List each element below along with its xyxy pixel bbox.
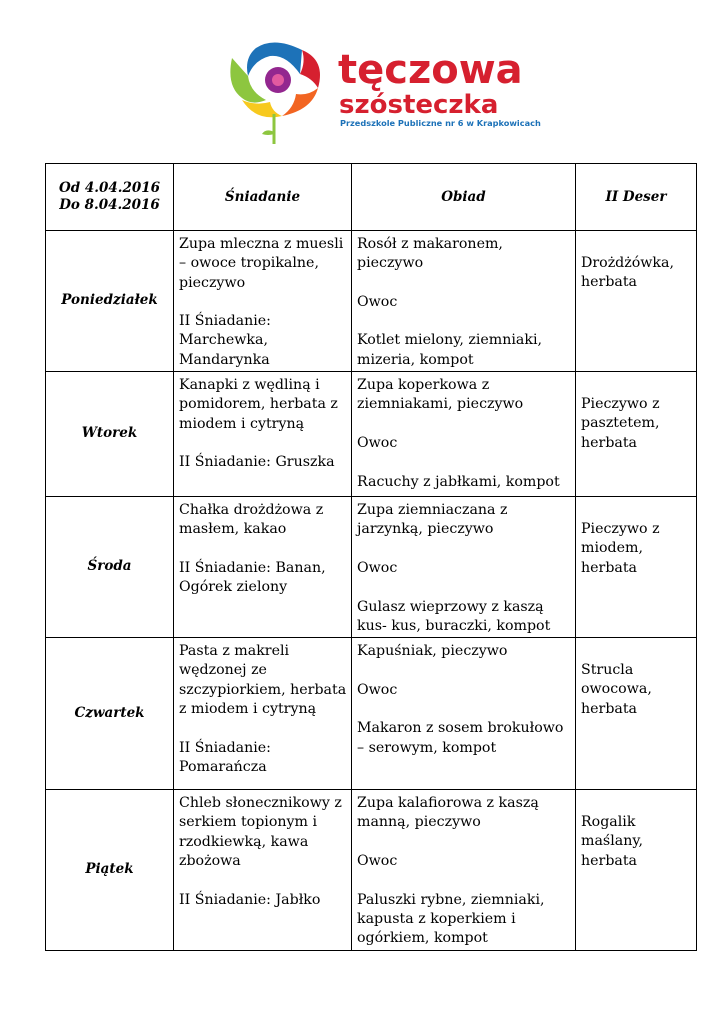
day-name: Środa <box>46 497 174 638</box>
day-name: Wtorek <box>46 372 174 497</box>
day-name: Czwartek <box>46 638 174 790</box>
dinner-header: Obiad <box>352 164 576 231</box>
header-row <box>46 164 697 231</box>
dessert-cell: Pieczywo z pasztetem, herbata <box>576 372 697 497</box>
logo-subtitle: Przedszkole Publiczne nr 6 w Krapkowicach <box>340 118 541 128</box>
dessert-cell: Pieczywo z miodem, herbata <box>576 497 697 638</box>
logo-title-line1: tęczowa <box>338 47 523 93</box>
breakfast-cell: Chleb słonecznikowy z serkiem topionym i rzodkiewką, kawa zbożowa II Śniadanie: Jabłko <box>174 790 352 950</box>
table-row <box>46 638 697 790</box>
dessert-cell: Rogalik maślany, herbata <box>576 790 697 950</box>
breakfast-cell: Pasta z makreli wędzonej ze szczypiorkiem, herbata z miodem i cytryną II Śniadanie: Pomarańcza <box>174 638 352 790</box>
table-row <box>46 231 697 372</box>
dinner-cell: Rosół z makaronem, pieczywo Owoc Kotlet mielony, ziemniaki, mizeria, kompot <box>352 231 576 372</box>
table-row <box>46 372 697 497</box>
dessert-header: II Deser <box>576 164 697 231</box>
logo-title-line2: szósteczka <box>339 90 499 120</box>
dessert-cell: Strucla owocowa, herbata <box>576 638 697 790</box>
date-to: Do 8.04.2016 <box>59 197 160 213</box>
breakfast-cell: Zupa mleczna z muesli – owoce tropikalne, pieczywo II Śniadanie: Marchewka, Mandarynka <box>174 231 352 372</box>
breakfast-cell: Kanapki z wędliną i pomidorem, herbata z miodem i cytryną II Śniadanie: Gruszka <box>174 372 352 497</box>
rainbow-pinwheel-icon <box>222 36 334 148</box>
breakfast-cell: Chałka drożdżowa z masłem, kakao II Śniadanie: Banan, Ogórek zielony <box>174 497 352 638</box>
day-name: Piątek <box>46 790 174 950</box>
date-from: Od 4.04.2016 <box>58 180 161 196</box>
dinner-cell: Zupa koperkowa z ziemniakami, pieczywo Owoc Racuchy z jabłkami, kompot <box>352 372 576 497</box>
table-row <box>46 497 697 638</box>
dinner-cell: Kapuśniak, pieczywo Owoc Makaron z sosem brokułowo – serowym, kompot <box>352 638 576 790</box>
table-row <box>46 790 697 950</box>
dinner-cell: Zupa ziemniaczana z jarzynką, pieczywo Owoc Gulasz wieprzowy z kaszą kus- kus, buraczki, kompot <box>352 497 576 638</box>
dessert-cell: Drożdżówka, herbata <box>576 231 697 372</box>
kindergarten-logo <box>222 36 541 148</box>
dinner-cell: Zupa kalafiorowa z kaszą manną, pieczywo Owoc Paluszki rybne, ziemniaki, kapusta z koperkiem i ogórkiem, kompot <box>352 790 576 950</box>
date-range-header <box>46 164 174 231</box>
breakfast-header: Śniadanie <box>174 164 352 231</box>
weekly-menu-table <box>45 163 697 951</box>
day-name: Poniedziałek <box>46 231 174 372</box>
